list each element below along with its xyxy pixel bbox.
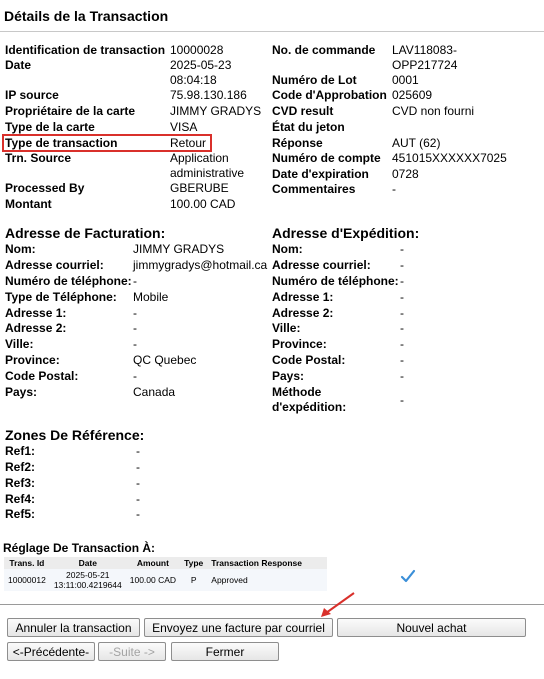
page-title: Détails de la Transaction — [4, 8, 169, 24]
detail-token-state: État du jeton — [272, 120, 345, 134]
detail-transaction-type: Type de transaction Retour — [5, 136, 207, 150]
detail-card-type: Type de la carte VISA — [5, 120, 198, 134]
billing-name: Nom: JIMMY GRADYS — [5, 242, 225, 256]
shipping-method: Méthode d'expédition: - — [272, 385, 404, 414]
billing-phone: Numéro de téléphone: - — [5, 274, 137, 288]
shipping-country: Pays: - — [272, 369, 404, 383]
transaction-type-highlight — [2, 134, 212, 152]
shipping-address2: Adresse 2: - — [272, 306, 404, 320]
shipping-title: Adresse d'Expédition: — [272, 225, 420, 241]
new-purchase-button[interactable]: Nouvel achat — [337, 618, 526, 637]
detail-ip-source: IP source 75.98.130.186 — [5, 88, 247, 102]
billing-address2: Adresse 2: - — [5, 321, 137, 335]
detail-amount: Montant 100.00 CAD — [5, 197, 236, 211]
detail-cardholder: Propriétaire de la carte JIMMY GRADYS — [5, 104, 262, 118]
settlement-header-row — [4, 557, 327, 569]
detail-approval-code: Code d'Approbation 025609 — [272, 88, 433, 102]
detail-trn-source: Trn. Source Application administrative — [5, 151, 245, 180]
shipping-postal-code: Code Postal: - — [272, 353, 404, 367]
billing-city: Ville: - — [5, 337, 137, 351]
billing-address1: Adresse 1: - — [5, 306, 137, 320]
reference-4: Ref4: - — [5, 492, 140, 506]
detail-account-number: Numéro de compte 451015XXXXXX7025 — [272, 151, 507, 165]
actions-divider — [0, 604, 544, 605]
billing-phone-type: Type de Téléphone: Mobile — [5, 290, 169, 304]
billing-postal-code: Code Postal: - — [5, 369, 137, 383]
shipping-name: Nom: - — [272, 242, 404, 256]
detail-expiry-date: Date d'expiration 0728 — [272, 167, 419, 181]
detail-response: Réponse AUT (62) — [272, 136, 441, 150]
header-date: Date — [50, 557, 126, 569]
detail-processed-by: Processed By GBERUBE — [5, 181, 229, 195]
annotation-arrow-icon — [318, 590, 358, 620]
title-divider — [0, 31, 544, 32]
billing-title: Adresse de Facturation: — [5, 225, 166, 241]
billing-country: Pays: Canada — [5, 385, 176, 399]
shipping-email: Adresse courriel: - — [272, 258, 404, 272]
check-icon — [400, 569, 416, 583]
detail-date: Date 2025-05-23 08:04:18 — [5, 58, 232, 87]
close-button[interactable]: Fermer — [171, 642, 279, 661]
shipping-province: Province: - — [272, 337, 404, 351]
reference-1: Ref1: - — [5, 444, 140, 458]
previous-button[interactable]: <-Précédente- — [7, 642, 95, 661]
references-title: Zones De Référence: — [5, 427, 145, 443]
header-response: Transaction Response — [207, 557, 327, 569]
header-type: Type — [180, 557, 207, 569]
detail-transaction-id: Identification de transaction 10000028 — [5, 43, 224, 57]
detail-order-number: No. de commande LAV118083- OPP217724 — [272, 43, 458, 72]
header-amount: Amount — [126, 557, 180, 569]
cell-date: 2025-05-21 13:11:00.4219644 — [50, 569, 126, 591]
cell-amount: 100.00 CAD — [126, 569, 180, 591]
settlement-table — [4, 557, 327, 591]
shipping-address1: Adresse 1: - — [272, 290, 404, 304]
header-trans-id: Trans. Id — [4, 557, 50, 569]
detail-comments: Commentaires - — [272, 182, 396, 196]
cell-response: Approved — [207, 569, 327, 591]
cell-trans-id: 10000012 — [4, 569, 50, 591]
reference-5: Ref5: - — [5, 507, 140, 521]
settlement-title: Réglage De Transaction À: — [3, 541, 156, 555]
cell-type: P — [180, 569, 207, 591]
table-row[interactable] — [4, 569, 327, 591]
reference-2: Ref2: - — [5, 460, 140, 474]
shipping-phone: Numéro de téléphone: - — [272, 274, 404, 288]
reference-3: Ref3: - — [5, 476, 140, 490]
email-invoice-button[interactable]: Envoyez une facture par courriel — [144, 618, 333, 637]
detail-batch-number: Numéro de Lot 0001 — [272, 73, 419, 87]
next-button[interactable]: -Suite -> — [98, 642, 166, 661]
billing-province: Province: QC Quebec — [5, 353, 197, 367]
detail-cvd-result: CVD result CVD non fourni — [272, 104, 475, 118]
billing-email: Adresse courriel: jimmygradys@hotmail.ca — [5, 258, 268, 272]
cancel-transaction-button[interactable]: Annuler la transaction — [7, 618, 140, 637]
shipping-city: Ville: - — [272, 321, 404, 335]
